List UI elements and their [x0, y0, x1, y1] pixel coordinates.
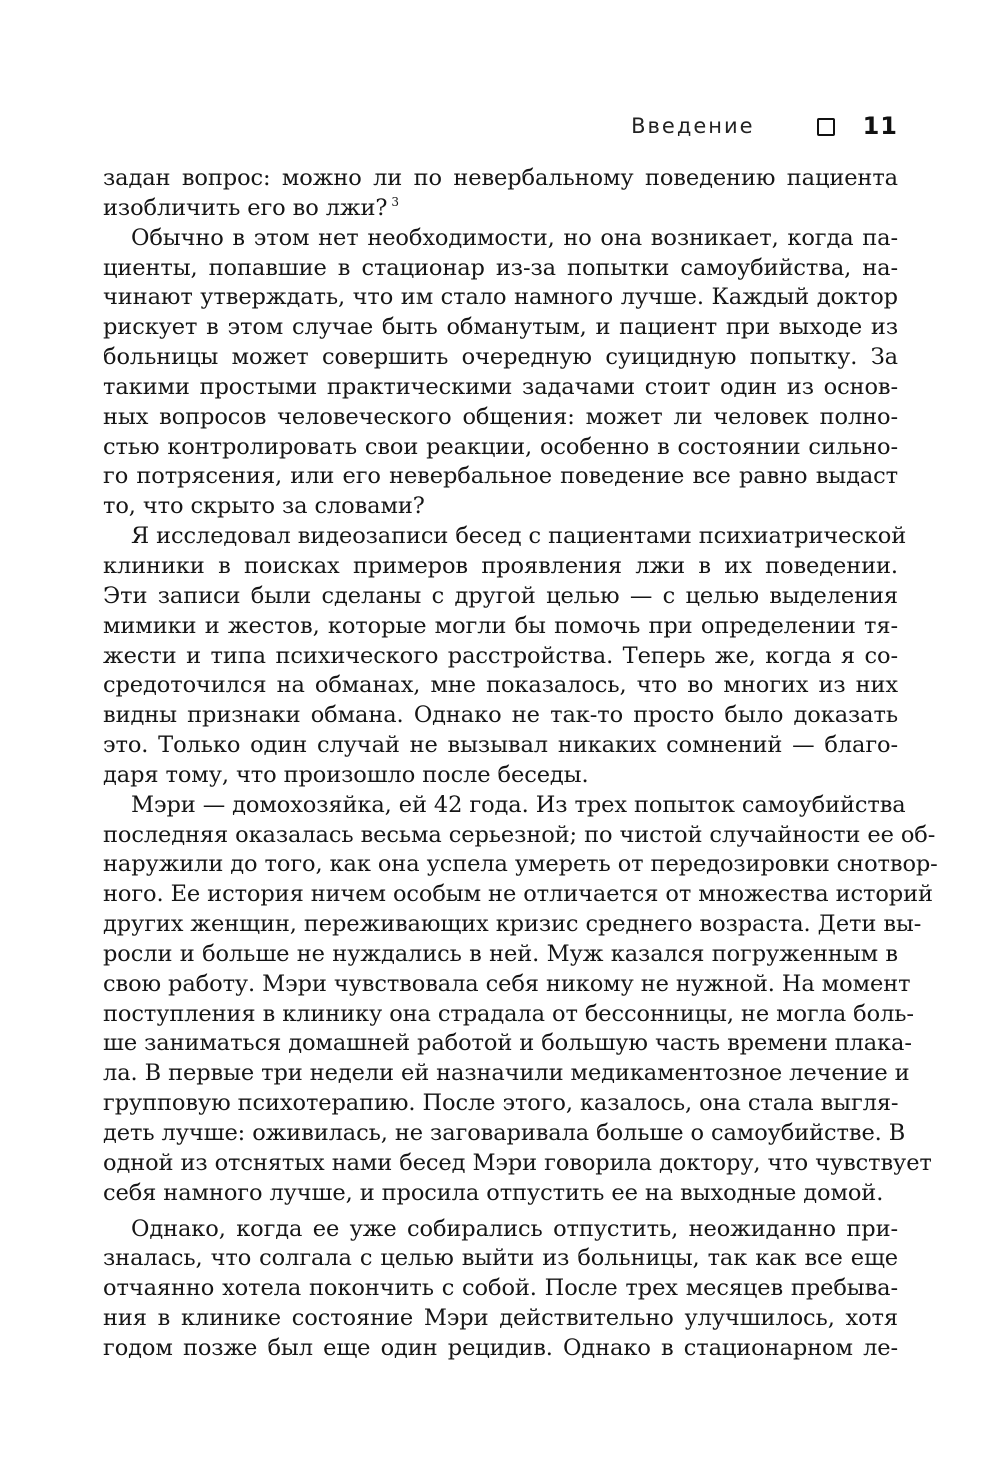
text-line: росли и больше не нуждались в ней. Муж казался погруженным в — [103, 940, 898, 967]
body-text — [103, 164, 938, 1364]
text-line: больницы может совершить очередную суицидную попытку. За — [103, 344, 898, 371]
text-line: стью контролировать свои реакции, особенно в состоянии сильно- — [103, 433, 898, 460]
text-line: одной из отснятых нами бесед Мэри говорила доктору, что чувствует — [103, 1149, 932, 1176]
text-line: ных вопросов человеческого общения: может ли человек полно- — [103, 403, 898, 430]
text-line: деть лучше: оживилась, не заговаривала больше о самоубийстве. В — [103, 1120, 906, 1146]
running-head — [631, 106, 898, 146]
text-line: поступления в клинику она страдала от бессонницы, не могла боль- — [103, 1000, 914, 1027]
text-line: клиники в поисках примеров проявления лжи в их поведении. — [103, 552, 898, 579]
text-line: свою работу. Мэри чувствовала себя никому не нужной. На момент — [103, 970, 911, 997]
text-line: Я исследовал видеозаписи бесед с пациентами психиатрической — [131, 523, 907, 550]
text-line: рискует в этом случае быть обманутым, и пациент при выходе из — [103, 314, 898, 341]
text-line: Эти записи были сделаны с другой целью — с целью выделения — [103, 582, 898, 609]
text-line: даря тому, что произошло после беседы. — [103, 761, 589, 788]
text-line: годом позже был еще один рецидив. Однако в стационарном ле- — [103, 1334, 898, 1361]
text-line: себя намного лучше, и просила отпустить ее на выходные домой. — [103, 1179, 884, 1206]
text-line: то, что скрыто за словами? — [103, 493, 425, 520]
text-line: мимики и жестов, которые могли бы помочь при определении тя- — [103, 612, 898, 639]
paragraph — [103, 791, 938, 1209]
text-line: отчаянно хотела покончить с собой. После трех месяцев пребыва- — [103, 1275, 898, 1302]
text-line: Однако, когда ее уже собирались отпустить, неожиданно при- — [131, 1215, 898, 1242]
paragraph — [103, 224, 898, 522]
paragraph — [103, 164, 898, 224]
text-line: Обычно в этом нет необходимости, но она возникает, когда па- — [131, 224, 898, 251]
text-line: это. Только один случай не вызывал никаких сомнений — благо- — [103, 732, 898, 759]
text-line: такими простыми практическими задачами стоит один из основ- — [103, 373, 898, 400]
text-line: го потрясения, или его невербальное поведение все равно выдаст — [103, 463, 898, 490]
text-line: жести и типа психического расстройства. Теперь же, когда я со- — [103, 642, 898, 669]
text-line: Мэри — домохозяйка, ей 42 года. Из трех попыток самоубийства — [131, 791, 906, 818]
footnote-reference[interactable]: 3 — [391, 194, 399, 209]
text-line: последняя оказалась весьма серьезной; по чистой случайности ее об- — [103, 821, 936, 848]
text-line: изобличить его во лжи? $^3$ — [103, 194, 399, 221]
text-line: средоточился на обманах, мне показалось, что во многих из них — [103, 672, 898, 699]
paragraph — [103, 1215, 898, 1364]
text-line: ного. Ее история ничем особым не отличается от множества историй — [103, 881, 933, 908]
text-line: чинают утверждать, что им стало намного лучше. Каждый доктор — [103, 284, 898, 311]
square-bullet-icon — [817, 118, 835, 136]
text-line: ше заниматься домашней работой и большую часть времени плака- — [103, 1030, 912, 1057]
text-line: групповую психотерапию. После этого, казалось, она стала выгля- — [103, 1090, 899, 1117]
text-line: наружили до того, как она успела умереть от передозировки снотвор- — [103, 851, 938, 878]
chapter-title: Введение — [631, 114, 755, 138]
text-line: циенты, попавшие в стационар из-за попытки самоубийства, на- — [103, 254, 898, 281]
text-line: зналась, что солгала с целью выйти из больницы, так как все еще — [103, 1245, 898, 1272]
page-number: 11 — [862, 112, 898, 140]
text-line: видны признаки обмана. Однако не так-то просто было доказать — [103, 702, 898, 729]
paragraph — [103, 522, 907, 791]
text-line: других женщин, переживающих кризис среднего возраста. Дети вы- — [103, 911, 922, 938]
text-line: ния в клинике состояние Мэри действительно улучшилось, хотя — [103, 1305, 898, 1332]
text-line: ла. В первые три недели ей назначили медикаментозное лечение и — [103, 1060, 910, 1087]
text-line: задан вопрос: можно ли по невербальному поведению пациента — [103, 165, 898, 191]
